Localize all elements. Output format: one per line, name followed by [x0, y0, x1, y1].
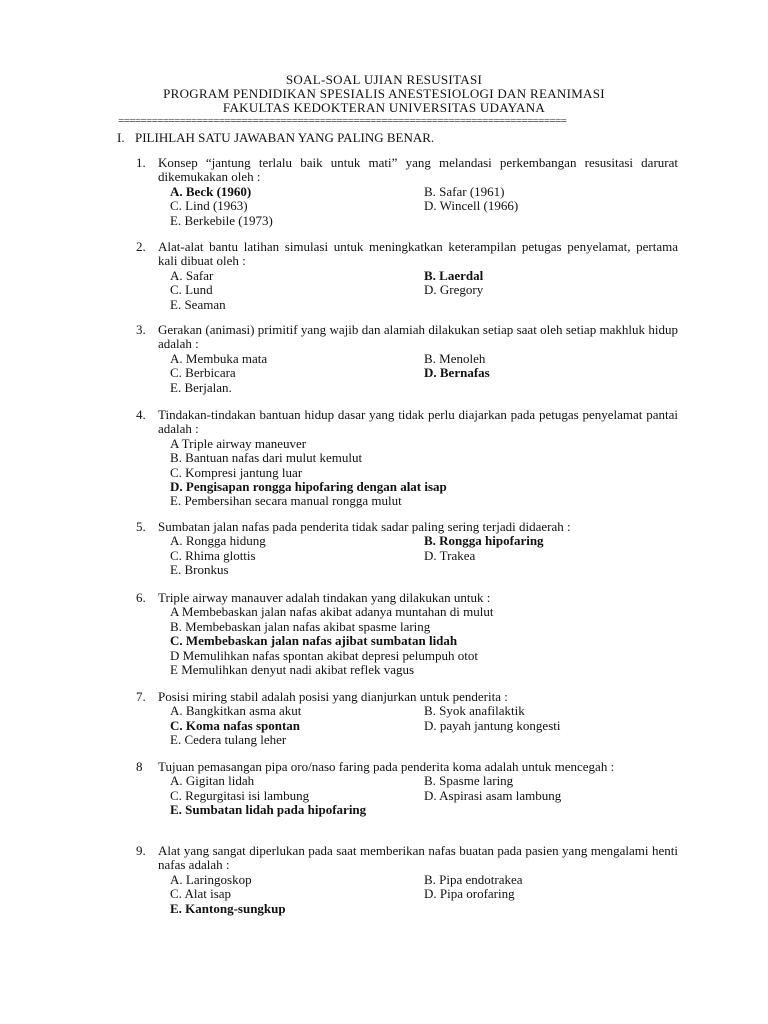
answer-option — [424, 803, 678, 817]
option-row — [170, 774, 678, 788]
answer-option: D. Trakea — [424, 547, 476, 563]
answer-option — [424, 214, 678, 228]
answer-option: A. Rongga hidung — [170, 533, 266, 549]
question-number: 4. — [136, 407, 146, 422]
header-title: SOAL-SOAL UJIAN RESUSITASI — [285, 72, 483, 87]
answer-option: B. Spasme laring — [424, 773, 514, 789]
option-row — [170, 298, 678, 312]
question-3 — [136, 323, 678, 395]
answer-option: A. Bangkitkan asma akut — [170, 703, 302, 719]
question-1 — [136, 156, 678, 228]
option-row — [170, 663, 678, 677]
answer-option: D Memulihkan nafas spontan akibat depresi pelumpuh otot — [170, 647, 478, 663]
option-row — [170, 549, 678, 563]
option-row — [170, 366, 678, 380]
answer-option: A. Laringoskop — [170, 871, 252, 887]
answer-options — [170, 352, 678, 395]
answer-option: D. Pipa orofaring — [424, 886, 515, 902]
option-row — [170, 451, 678, 465]
option-row — [170, 283, 678, 297]
question-text: Tindakan-tindakan bantuan hidup dasar yang tidak perlu diajarkan pada petugas penyelamat pantai adalah : — [158, 407, 678, 437]
answer-option: C. Lind (1963) — [170, 198, 248, 214]
question-stem — [136, 408, 678, 437]
option-row — [170, 803, 678, 817]
option-row — [170, 563, 678, 577]
answer-options — [170, 269, 678, 312]
question-stem — [136, 240, 678, 269]
section-title: PILIHLAH SATU JAWABAN YANG PALING BENAR. — [135, 130, 435, 145]
question-number: 7. — [136, 689, 146, 704]
option-row — [170, 649, 678, 663]
option-row — [170, 534, 678, 548]
question-stem — [136, 156, 678, 185]
correct-answer-option: E. Kantong-sungkup — [170, 900, 286, 916]
answer-option: E. Berjalan. — [170, 379, 232, 395]
answer-option: D. payah jantung kongesti — [424, 717, 561, 733]
answer-options — [170, 534, 678, 577]
option-row — [170, 902, 678, 916]
answer-option: B. Safar (1961) — [424, 183, 505, 199]
answer-option: C. Rhima glottis — [170, 547, 256, 563]
option-row — [170, 185, 678, 199]
question-text: Alat-alat bantu latihan simulasi untuk meningkatkan keterampilan petugas penyelamat, pertama kali dibuat oleh : — [158, 239, 678, 269]
answer-option: E. Cedera tulang leher — [170, 732, 287, 748]
answer-option: E. Bronkus — [170, 562, 229, 578]
question-9 — [136, 844, 678, 916]
option-row — [170, 719, 678, 733]
question-stem — [136, 520, 678, 534]
option-row — [170, 704, 678, 718]
question-7 — [136, 690, 678, 748]
question-2 — [136, 240, 678, 312]
answer-option: A. Membuka mata — [170, 350, 268, 366]
question-stem — [136, 690, 678, 704]
answer-option: A Membebaskan jalan nafas akibat adanya muntahan di mulut — [170, 604, 494, 620]
header-rule: ================================================================================ — [118, 115, 567, 127]
question-stem — [136, 760, 678, 774]
question-number: 5. — [136, 519, 146, 534]
option-row — [170, 352, 678, 366]
question-text: Sumbatan jalan nafas pada penderita tidak sadar paling sering terjadi didaerah : — [158, 519, 571, 534]
option-row — [170, 381, 678, 395]
option-row — [170, 733, 678, 747]
answer-option: C. Lund — [170, 282, 213, 298]
correct-answer-option: B. Rongga hipofaring — [424, 533, 544, 549]
answer-option: E. Pembersihan secara manual rongga mulut — [170, 493, 402, 509]
option-row — [170, 620, 678, 634]
answer-option: D. Gregory — [424, 282, 484, 298]
correct-answer-option: C. Koma nafas spontan — [170, 717, 301, 733]
question-text: Posisi miring stabil adalah posisi yang dianjurkan untuk penderita : — [158, 689, 508, 704]
answer-option: A Triple airway maneuver — [170, 435, 307, 451]
answer-option: D. Wincell (1966) — [424, 198, 519, 214]
option-row — [170, 634, 678, 648]
option-row — [170, 494, 678, 508]
question-text: Gerakan (animasi) primitif yang wajib dan alamiah dilakukan setiap saat oleh setiap makhluk hidup adalah : — [158, 322, 678, 352]
correct-answer-option: A. Beck (1960) — [170, 183, 252, 199]
question-number: 9. — [136, 843, 146, 858]
option-row — [170, 214, 678, 228]
option-row — [170, 437, 678, 451]
option-row — [170, 199, 678, 213]
answer-option — [424, 563, 678, 577]
answer-option: C. Berbicara — [170, 365, 236, 381]
section-number: I. — [117, 130, 125, 145]
header-program: PROGRAM PENDIDIKAN SPESIALIS ANESTESIOLOGI DAN REANIMASI — [163, 86, 605, 101]
option-row — [170, 480, 678, 494]
question-number: 8 — [136, 759, 143, 774]
question-4 — [136, 408, 678, 509]
option-row — [170, 466, 678, 480]
answer-option — [424, 298, 678, 312]
question-text: Tujuan pemasangan pipa oro/naso faring pada penderita koma adalah untuk mencegah : — [158, 759, 615, 774]
question-8 — [136, 760, 678, 818]
question-number: 3. — [136, 322, 146, 337]
answer-option — [424, 733, 678, 747]
correct-answer-option: D. Pengisapan rongga hipofaring dengan alat isap — [170, 478, 447, 494]
question-text: Alat yang sangat diperlukan pada saat memberikan nafas buatan pada pasien yang mengalami henti nafas adalah : — [158, 843, 678, 873]
answer-options — [170, 185, 678, 228]
answer-option: C. Regurgitasi isi lambung — [170, 787, 310, 803]
answer-options — [170, 605, 678, 677]
answer-option: E. Seaman — [170, 296, 226, 312]
answer-options — [170, 873, 678, 916]
correct-answer-option: D. Bernafas — [424, 365, 490, 381]
answer-option: E Memulihkan denyut nadi akibat reflek vagus — [170, 661, 415, 677]
question-number: 6. — [136, 590, 146, 605]
question-stem — [136, 591, 678, 605]
answer-option — [424, 381, 678, 395]
answer-option: E. Berkebile (1973) — [170, 212, 273, 228]
question-5 — [136, 520, 678, 578]
section-heading — [117, 130, 434, 146]
header-faculty: FAKULTAS KEDOKTERAN UNIVERSITAS UDAYANA — [222, 100, 546, 115]
answer-option: A. Safar — [170, 267, 214, 283]
answer-option: C. Kompresi jantung luar — [170, 464, 303, 480]
answer-option: C. Alat isap — [170, 886, 232, 902]
correct-answer-option: E. Sumbatan lidah pada hipofaring — [170, 802, 367, 818]
answer-option: D. Aspirasi asam lambung — [424, 787, 562, 803]
option-row — [170, 873, 678, 887]
question-text: Konsep “jantung terlalu baik untuk mati” yang melandasi perkembangan resusitasi darurat dikemukakan oleh : — [158, 155, 678, 185]
answer-option: B. Bantuan nafas dari mulut kemulut — [170, 450, 363, 466]
question-number: 2. — [136, 239, 146, 254]
question-6 — [136, 591, 678, 677]
answer-option — [424, 902, 678, 916]
option-row — [170, 887, 678, 901]
correct-answer-option: B. Laerdal — [424, 267, 484, 283]
question-text: Triple airway manauver adalah tindakan yang dilakukan untuk : — [158, 590, 491, 605]
answer-options — [170, 704, 678, 747]
answer-option: A. Gigitan lidah — [170, 773, 255, 789]
question-stem — [136, 323, 678, 352]
answer-option: B. Syok anafilaktik — [424, 703, 525, 719]
question-number: 1. — [136, 155, 146, 170]
question-stem — [136, 844, 678, 873]
answer-options — [170, 774, 678, 817]
answer-option: B. Membebaskan jalan nafas akibat spasme laring — [170, 618, 431, 634]
answer-option: B. Pipa endotrakea — [424, 871, 523, 887]
option-row — [170, 605, 678, 619]
answer-option: B. Menoleh — [424, 350, 486, 366]
answer-options — [170, 437, 678, 509]
correct-answer-option: C. Membebaskan jalan nafas ajibat sumbatan lidah — [170, 633, 458, 649]
option-row — [170, 789, 678, 803]
option-row — [170, 269, 678, 283]
